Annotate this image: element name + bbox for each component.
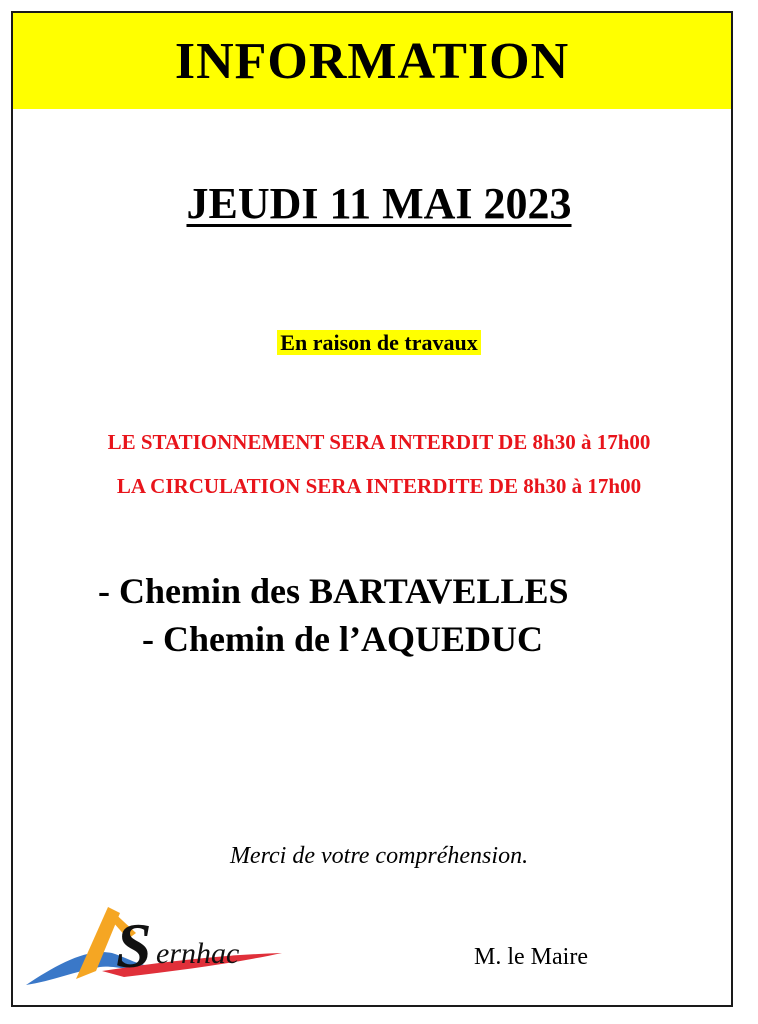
- signature: M. le Maire: [474, 944, 588, 970]
- sernhac-logo-icon: [16, 893, 288, 993]
- header-banner: [13, 13, 731, 109]
- parking-restriction: LE STATIONNEMENT SERA INTERDIT DE 8h30 à 17h00: [107, 430, 651, 454]
- thanks-message: Merci de votre compréhension.: [229, 843, 529, 869]
- notice-date: JEUDI 11 MAI 2023: [186, 179, 572, 228]
- street-item-bartavelles: - Chemin des BARTAVELLES: [98, 571, 569, 611]
- notice-reason: En raison de travaux: [0, 330, 758, 356]
- header-title: INFORMATION: [174, 32, 570, 90]
- svg-text:ernhac: ernhac: [156, 937, 240, 970]
- street-item-aqueduc: - Chemin de l’AQUEDUC: [142, 619, 543, 659]
- traffic-restriction: LA CIRCULATION SERA INTERDITE DE 8h30 à 17h00: [116, 474, 642, 498]
- svg-text:S: S: [116, 910, 152, 981]
